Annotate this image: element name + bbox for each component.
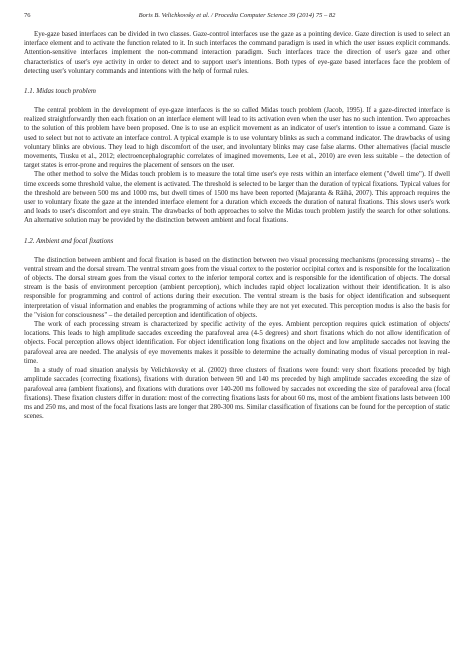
journal-reference: Boris B. Velichkovsky et al. / Procedia Computer Science 39 (2014) 75 – 82 xyxy=(138,12,336,19)
midas-paragraph-1: The central problem in the development of eye-gaze interfaces is the so called Midas touch problem (Jacob, 1995). If a gaze-directed interface is realized straightforwardly then each fixation on an interface element will lead to its activation even when the user has no such intention. Two approaches to the solution of this problem have been proposed. One is to use an explicit movement as an indicator of user's intention to issue a command. Gaze is used to select but not to activate an interface control. A typical example is to use voluntary blinks as such a command indicator. The drawbacks of using voluntary blinks are obvious. They lead to high discomfort of the user, and involuntary blinks may case false alarms. Other alternatives (facial muscle movements, Tiusku et al., 2012; electroencephalographic correlates of imagined movements, Lee et al., 2010) are even less suitable – the detection of target states is error-prone and requires the placement of sensors on the user. xyxy=(24,107,450,170)
ambient-focal-paragraph-1: The distinction between ambient and focal fixation is based on the distinction between two visual processing mechanisms (processing streams) – the ventral stream and the dorsal stream. The ventral stream goes from the visual cortex to the posterior occipital cortex and is responsible for the localization of objects. The dorsal stream goes from the visual cortex to the inferior temporal cortex and is responsible for the identification of objects. The dorsal stream is the basis of environment perception (ambient perception), which includes rapid object localization without their identification. It is also responsible for programming and control of actions during their execution. The ventral stream is the basis for object identification and subsequent interpretation of visual information and enables the programming of actions while they are not yet executed. This perception modus is also the basis for the "vision for consciousness" – the detailed perception and identification of objects. xyxy=(24,256,450,319)
section-heading-midas-touch: 1.1. Midas touch problem xyxy=(24,87,96,96)
ambient-focal-paragraph-3: In a study of road situation analysis by Velichkovsky et al. (2002) three clusters of fixations were found: very short fixations preceded by high amplitude saccades (correcting fixations), fixations with duration between 90 and 140 ms preceded by high amplitude saccades exceeding the size of parafoveal area (ambient fixations), and fixations with durations over 140-200 ms followed by saccades not exceeding the size of parafoveal area (focal fixations). These fixation clusters differ in duration: most of the correcting fixations lasts for about 60 ms, most of the ambient fixations lasts between 100 ms and 250 ms, and most of the focal fixations lasts are longer that 280-300 ms. Similar classification of fixations can be found for the perception of static scenes. xyxy=(24,367,450,421)
ambient-focal-paragraph-2: The work of each processing stream is characterized by specific activity of the eyes. Ambient perception requires quick estimation of objects' locations. This leads to high amplitude saccades exceeding the parafoveal area (4-5 degrees) and short fixations which do not allow identification of objects. Focal perception allows object identification. For object identification long fixations on the object and low amplitude saccades not leaving the parafoveal area are needed. The analysis of eye movements makes it possible to determine the actually dominating modus of visual perception in real-time. xyxy=(24,321,450,365)
body-text xyxy=(24,30,450,421)
intro-paragraph: Eye-gaze based interfaces can be divided in two classes. Gaze-control interfaces use the gaze as a pointing device. Gaze direction is used to select an interface element and to activate the function related to it. In such interfaces the command paradigm is used in which the user issues explicit commands. Attention-sensitive interfaces implement the non-command interaction paradigm. Such interfaces trace the direction of user's gaze and other characteristics of user's eye activity in order to detect and to support user's intentions. Both types of eye-gaze based interfaces face the problem of detecting user's voluntary commands and intentions with the help of formal rules. xyxy=(24,31,450,75)
midas-paragraph-2: The other method to solve the Midas touch problem is to measure the total time user's eye rests within an interface element ("dwell time"). If dwell time exceeds some threshold value, the element is activated. The threshold is selected to be larger than the duration of typical fixations. Typical values for the threshold are between 500 ms and 1000 ms, but dwell times of 1500 ms have been reported (Majaranta & Räihä, 2007). This approach requires the user to voluntary fixate the gaze at the intended interface element for a duration which exceeds the duration of natural fixations. This slows user's work and leads to user's discomfort and eye strain. The drawbacks of both approaches to solve the Midas touch problem justify the search for other solutions. An alternative solution may be provided by the distinction between ambient and focal fixations. xyxy=(24,171,450,225)
page-number: 76 xyxy=(24,12,31,19)
section-heading-ambient-focal: 1.2. Ambient and focal fixations xyxy=(24,236,114,245)
